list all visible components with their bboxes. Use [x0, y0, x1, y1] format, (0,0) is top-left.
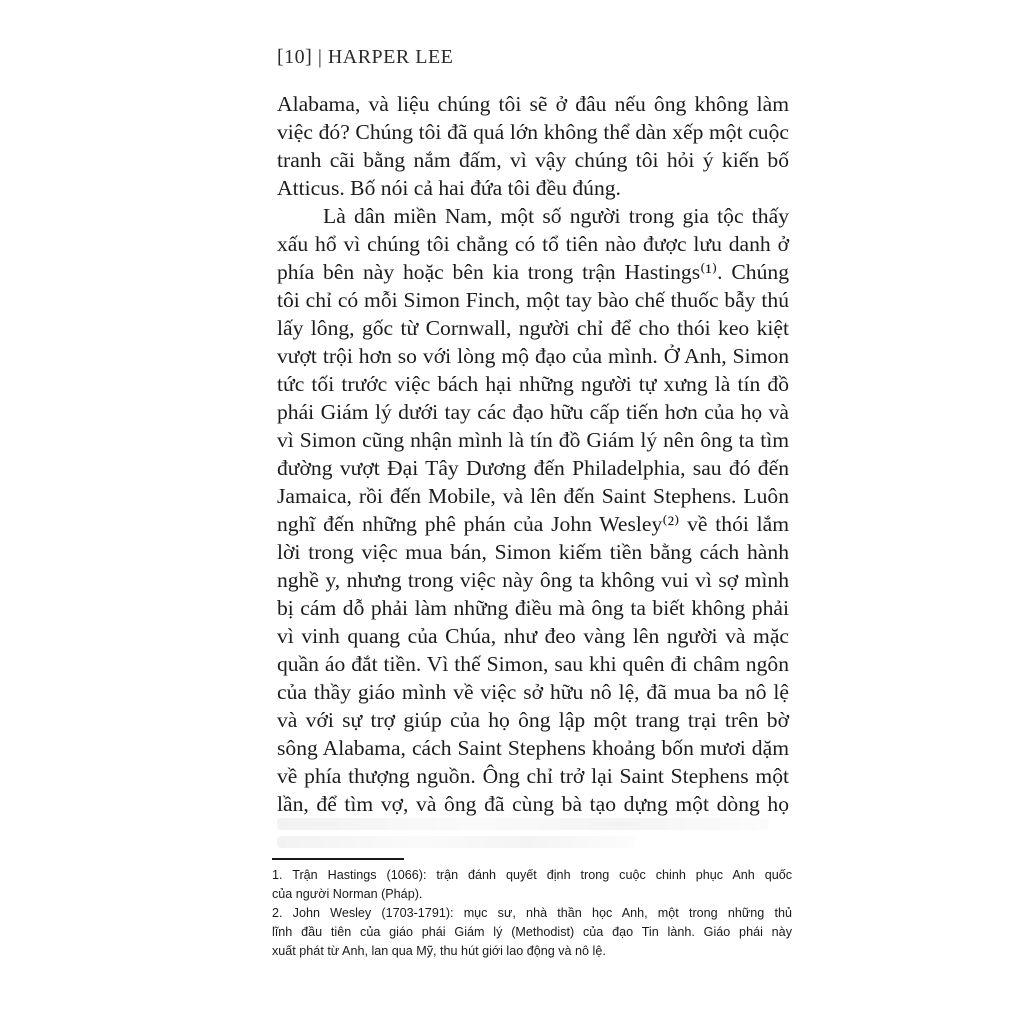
body-line: về phía thượng nguồn. Ông chỉ trở lại Saint Stephens một [277, 764, 789, 788]
body-text [277, 90, 789, 818]
body-line: vượt trội hơn so với lòng mộ đạo của mình. Ở Anh, Simon [277, 344, 789, 368]
body-line: nghĩ đến những phê phán của John Wesley⁽²⁾ về thói lắm [277, 512, 789, 536]
footnote-line: xuất phát từ Anh, lan qua Mỹ, thu hút giới lao động và nô lệ. [272, 944, 606, 958]
body-line: phía bên này hoặc bên kia trong trận Hastings⁽¹⁾. Chúng [277, 260, 789, 284]
body-line: Là dân miền Nam, một số người trong gia tộc thấy [323, 204, 789, 228]
body-line: phái Giám lý dưới tay các đạo hữu cấp tiến hơn của họ và [277, 400, 789, 424]
body-line: xấu hổ vì chúng tôi chẳng có tổ tiên nào được lưu danh ở [277, 232, 789, 256]
body-line: Jamaica, rồi đến Mobile, và lên đến Saint Stephens. Luôn [277, 484, 789, 508]
body-line: quần áo đắt tiền. Vì thế Simon, sau khi quên đi châm ngôn [277, 652, 789, 676]
body-line: nghề y, nhưng trong việc này ông ta không vui vì sợ mình [277, 568, 789, 592]
body-line: Alabama, và liệu chúng tôi sẽ ở đâu nếu ông không làm [277, 92, 789, 116]
footnote-line: 1. Trận Hastings (1066): trận đánh quyết định trong cuộc chinh phục Anh quốc [272, 868, 792, 882]
body-line: đường vượt Đại Tây Dương đến Philadelphia, sau đó đến [277, 456, 789, 480]
body-line: việc đó? Chúng tôi đã quá lớn không thể dàn xếp một cuộc [277, 120, 789, 144]
body-line: tranh cãi bằng nắm đấm, vì vậy chúng tôi hỏi ý kiến bố [277, 148, 789, 172]
body-line: lần, để tìm vợ, và ông đã cùng bà tạo dựng một dòng họ [277, 792, 789, 816]
show-through-text [277, 812, 789, 858]
body-line: tôi chỉ có mỗi Simon Finch, một tay bào chế thuốc bẫy thú [277, 288, 789, 312]
footnote-line: của người Norman (Pháp). [272, 887, 423, 901]
body-line: Atticus. Bố nói cả hai đứa tôi đều đúng. [277, 176, 621, 200]
running-head: [10] | HARPER LEE [277, 46, 454, 68]
body-line: lời trong việc mua bán, Simon kiếm tiền bằng cách hành [277, 540, 789, 564]
footnotes [272, 866, 792, 961]
body-line: vì Simon cũng nhận mình là tín đồ Giám lý nên ông ta tìm [277, 428, 789, 452]
footnote-line: 2. John Wesley (1703-1791): mục sư, nhà thần học Anh, một trong những thủ [272, 906, 792, 920]
body-line: và với sự trợ giúp của họ ông lập một trang trại trên bờ [277, 708, 789, 732]
footnote-line: lĩnh đầu tiên của giáo phái Giám lý (Methodist) của đạo Tin lành. Giáo phái này [272, 925, 792, 939]
body-line: vì vinh quang của Chúa, như đeo vàng lên người và mặc [277, 624, 789, 648]
body-line: sông Alabama, cách Saint Stephens khoảng bốn mươi dặm [277, 736, 789, 760]
body-line: của thầy giáo mình về việc sở hữu nô lệ, đã mua ba nô lệ [277, 680, 789, 704]
body-line: lấy lông, gốc từ Cornwall, người chỉ để cho thói keo kiệt [277, 316, 789, 340]
footnote-rule [272, 858, 404, 860]
body-line: tức tối trước việc bách hại những người tự xưng là tín đồ [277, 372, 789, 396]
body-line: bị cám dỗ phải làm những điều mà ông ta biết không phải [277, 596, 789, 620]
